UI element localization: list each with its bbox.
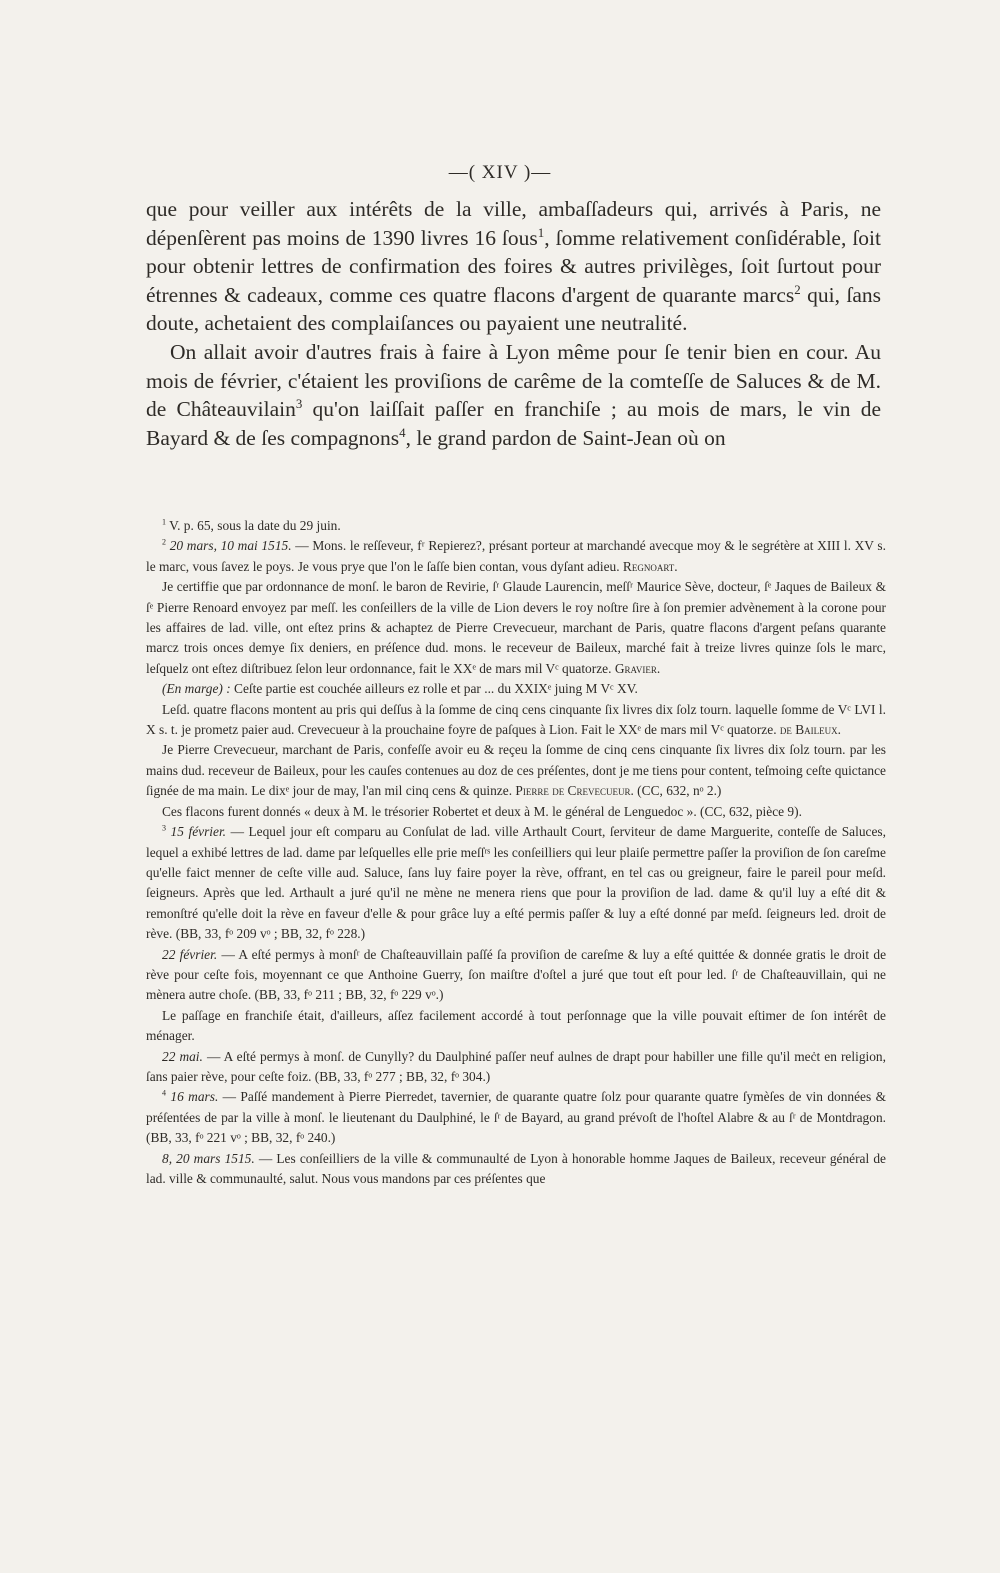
footnote-ref: 1 [537,225,545,240]
main-paragraph: que pour veiller aux intérêts de la ville, ambaſſadeurs qui, arrivés à Paris, ne dépenſèrent pas moins de 1390 livres 16 ſous$^1$, ſomme relativement conſidérable, ſoit pour obtenir lettres de confirmation des foires & autres privilèges, ſoit ſurtout pour étrennes & cadeaux, comme ces quatre flacons d'argent de quarante marcs$^2$ qui, ſans doute, achetaient des complaiſances ou payaient une neutralité. [146,197,881,336]
footnote: Je Pierre Crevecueur, marchant de Paris, confeſſe avoir eu & reçeu la ſomme de cinq cens cinquante ſix livres dix ſolz tourn. par les mains dud. receveur de Baileux, pour les cauſes contenues au doz de ces préſentes, dont je me tiens pour content, teſmoing ceſte quictance ſignée de ma main. Le dixᵉ jour de may, l'an mil cinq cens & quinze. Pierre de Crevecueur. (CC, 632, nᵒ 2.) [146,742,886,799]
footnote: Leſd. quatre flacons montent au pris qui deſſus à la ſomme de cinq cens cinquante ſix livres dix ſolz tourn. laquelle ſomme de Vᶜ LVI l. X s. t. je prometz paier aud. Crevecueur à la prouchaine foyre de paſques à Lion. Fait le XXᵉ de mars mil Vᶜ quatorze. de Baileux. [146,701,886,738]
footnote: Le paſſage en franchiſe était, d'ailleurs, aſſez facilement accordé à tout perſonnage que la ville pouvait eſtimer de ſon intérêt de ménager. [146,1007,886,1044]
footnote: $^3$ 15 février. — Lequel jour eſt comparu au Conſulat de lad. ville Arthault Court, ſerviteur de dame Marguerite, conteſſe de Saluces, lequel a exhibé lettres de lad. dame par leſquelles elle prie meſſʳˢ les conſeilliers qui leur plaiſe permettre paſſer la proviſion de ſon careſme qu'elle faict menner de ceſte ville aud. Saluce, ſans luy faire poyer la rève, offrant, en tel cas ou greigneur, faire le pareil pour meſd. ſeigneurs. Après que led. Arthault a juré qu'il ne mène ne menera riens que pour la proviſion de lad. dame & qu'il luy a eſté dit & remonſtré qu'elle doit la rève en faveur d'elle & pour grâce luy a eſté permis paſſer & luy a eſté donné par meſd. ſeigneurs led. droit de rève. (BB, 33, fᵒ 209 vᵒ ; BB, 32, fᵒ 228.) [146,823,886,942]
footnote-ref: 2 [794,282,801,297]
footnote: 8, 20 mars 1515. — Les conſeilliers de la ville & communaulté de Lyon à honorable homme Jaques de Baileux, receveur général de lad. ville & communaulté, salut. Nous vous mandons par ces préſentes que [146,1150,886,1186]
footnote: 22 février. — A eſté permys à monſʳ de Chaſteauvillain paſſé ſa proviſion de careſme & luy a eſté quittée & donnée gratis le droit de rève pour ceſte fois, moyennant ce que Anthoine Guerry, ſon maiſtre d'oſtel a juré que tout eſt pour led. ſʳ de Chaſteauvillain, qui ne mènera autre choſe. (BB, 33, fᵒ 211 ; BB, 32, fᵒ 229 vᵒ.) [146,946,887,1003]
footnote: Ces flacons furent donnés « deux à M. le trésorier Robertet et deux à M. le général de Lenguedoc ». (CC, 632, pièce 9). [162,803,802,819]
footnote: Je certiffie que par ordonnance de monſ. le baron de Revirie, ſʳ Glaude Laurencin, meſſʳ Maurice Sève, docteur, ſᵉ Jaques de Baileux & ſᵉ Pierre Renoard envoyez par meſſ. les conſeillers de la ville de Lion devers le roy noſtre ſire à ſon premier advènement à la corone pour les affaires de lad. ville, ont eſtez prins & achaptez de Pierre Crevecueur, marchant de Paris, quatre flacons d'argent peſans quarante marcz trois onces demye ſix deniers, en préſence dud. mons. le receveur de Baileux, marché fait à treize livres quinze ſols le marc, leſquelz ont eſtez diſtribuez ſelon leur ordonnance, fait le XXᵉ de mars mil Vᶜ quatorze. Gravier. [146,579,886,676]
page-number-header: —( XIV )— [448,162,552,183]
footnote-ref: 4 [399,425,406,440]
footnote: $^2$ 20 mars, 10 mai 1515. — Mons. le reſſeveur, fʳ Repierez?, présant porteur at marchandé avecque moy & le segrétère at XIII l. XV s. le marc, vous ſavez le poys. Je vous prye que l'on le ſaſſe bien contan, vous dyſant adieu. Regnoart. [146,537,886,574]
footnote: 22 mai. — A eſté permys à monſ. de Cunylly? du Daulphiné paſſer neuf aulnes de drapt pour habiller une fille qu'il meċt en religion, ſans paier rève, pour ceſte foiz. (BB, 33, fᵒ 277 ; BB, 32, fᵒ 304.) [146,1048,886,1084]
footnote-ref: 3 [295,397,303,411]
main-paragraph: On allait avoir d'autres frais à faire à Lyon même pour ſe tenir bien en cour. Au mois de février, c'étaient les proviſions de carême de la comteſſe de Saluces & de M. de Châteauvilain$^3$ qu'on laiſſait paſſer en franchiſe ; au mois de mars, le vin de Bayard & de ſes compagnons$^4$, le grand pardon de Saint-Jean où on [146,339,881,450]
footnote: $^4$ 16 mars. — Paſſé mandement à Pierre Pierredet, tavernier, de quarante quatre ſolz pour quarante quatre ſymèſes de vin données & préſentées de par la ville à monſ. le lieutenant du Daulphiné, le ſʳ de Bayard, au grand prévoſt de l'hoſtel Alabre & au ſʳ de Montdragon. (BB, 33, fᵒ 221 vᵒ ; BB, 32, fᵒ 240.) [146,1088,886,1146]
footnote: (En marge) : Ceſte partie est couchée ailleurs ez rolle et par ... du XXIXᵉ juing M Vᶜ XV. [162,681,638,697]
footnote: $^1$ V. p. 65, sous la date du 29 juin. [162,517,341,533]
main-text [146,195,881,452]
footnotes [146,516,886,1189]
